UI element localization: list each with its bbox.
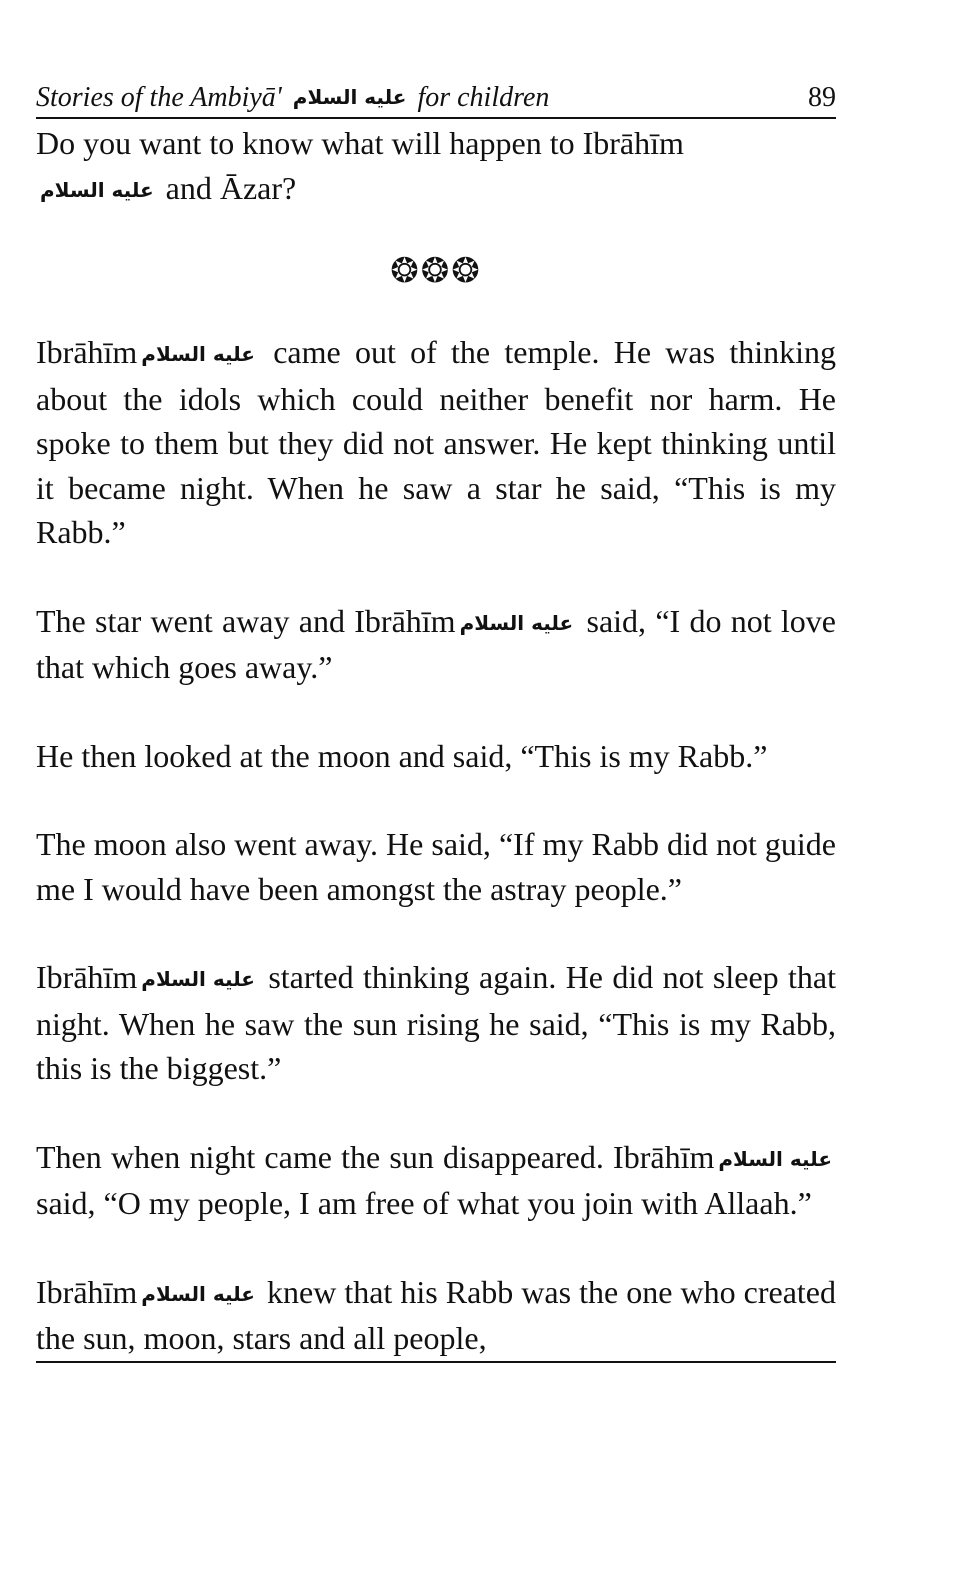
honorific-glyph: عليه السلام [40,177,154,202]
book-page [36,80,836,1363]
paragraph-text: Ibrāhīm [36,1273,138,1310]
honorific-glyph: عليه السلام [141,342,255,366]
paragraph-text: Ibrāhīm [36,334,138,370]
honorific-glyph: عليه السلام [459,610,574,635]
page-number: 89 [808,82,836,113]
book-title: Stories of the Ambiyā' [36,82,282,113]
honorific-glyph: عليه السلام [141,1281,255,1306]
paragraph-text: Then when night came the sun disappeared. Ibrāhīm [36,1138,715,1175]
paragraph-night [36,1135,836,1226]
paragraph-moon-away: The moon also went away. He said, “If my Rabb did not guide me I would have been amongst the astray people.” [36,826,836,907]
paragraph-text: came out of the temple. He was thinking about the idols which could neither benefit nor harm. He spoke to them but they did not answer. He kept thinking until it became night. When he saw a star he said, “This is my Rabb.” [36,334,836,550]
paragraph-star [36,599,836,690]
paragraph-question [36,121,836,212]
paragraph-text: The star went away and Ibrāhīm [36,602,456,639]
running-title [36,80,549,115]
section-ornament: ❂❂❂ [390,253,482,290]
paragraph-creator [36,1270,836,1363]
paragraph-sun [36,955,836,1091]
book-title-suffix: for children [417,82,550,113]
paragraph-text: knew that his Rabb was the one who created the sun, moon, stars and all people, [36,1273,836,1356]
paragraph-text: and Āzar? [157,169,297,206]
paragraph-text: started thinking again. He did not sleep that night. When he saw the sun rising he said, “This is my Rabb, this is the biggest.” [36,959,836,1086]
paragraph-text: said, “O my people, I am free of what you join with Allaah.” [36,1185,812,1221]
honorific-glyph: عليه السلام [141,967,255,991]
paragraph-moon: He then looked at the moon and said, “This is my Rabb.” [36,737,768,774]
paragraph-text: Do you want to know what will happen to Ibrāhīm [36,125,684,161]
paragraph-temple [36,330,836,555]
honorific-glyph: عليه السلام [292,85,407,109]
paragraph-text: said, “I do not love that which goes away.” [36,602,836,685]
paragraph-text: Ibrāhīm [36,959,138,995]
honorific-glyph: عليه السلام [718,1146,832,1171]
running-head [36,80,836,119]
